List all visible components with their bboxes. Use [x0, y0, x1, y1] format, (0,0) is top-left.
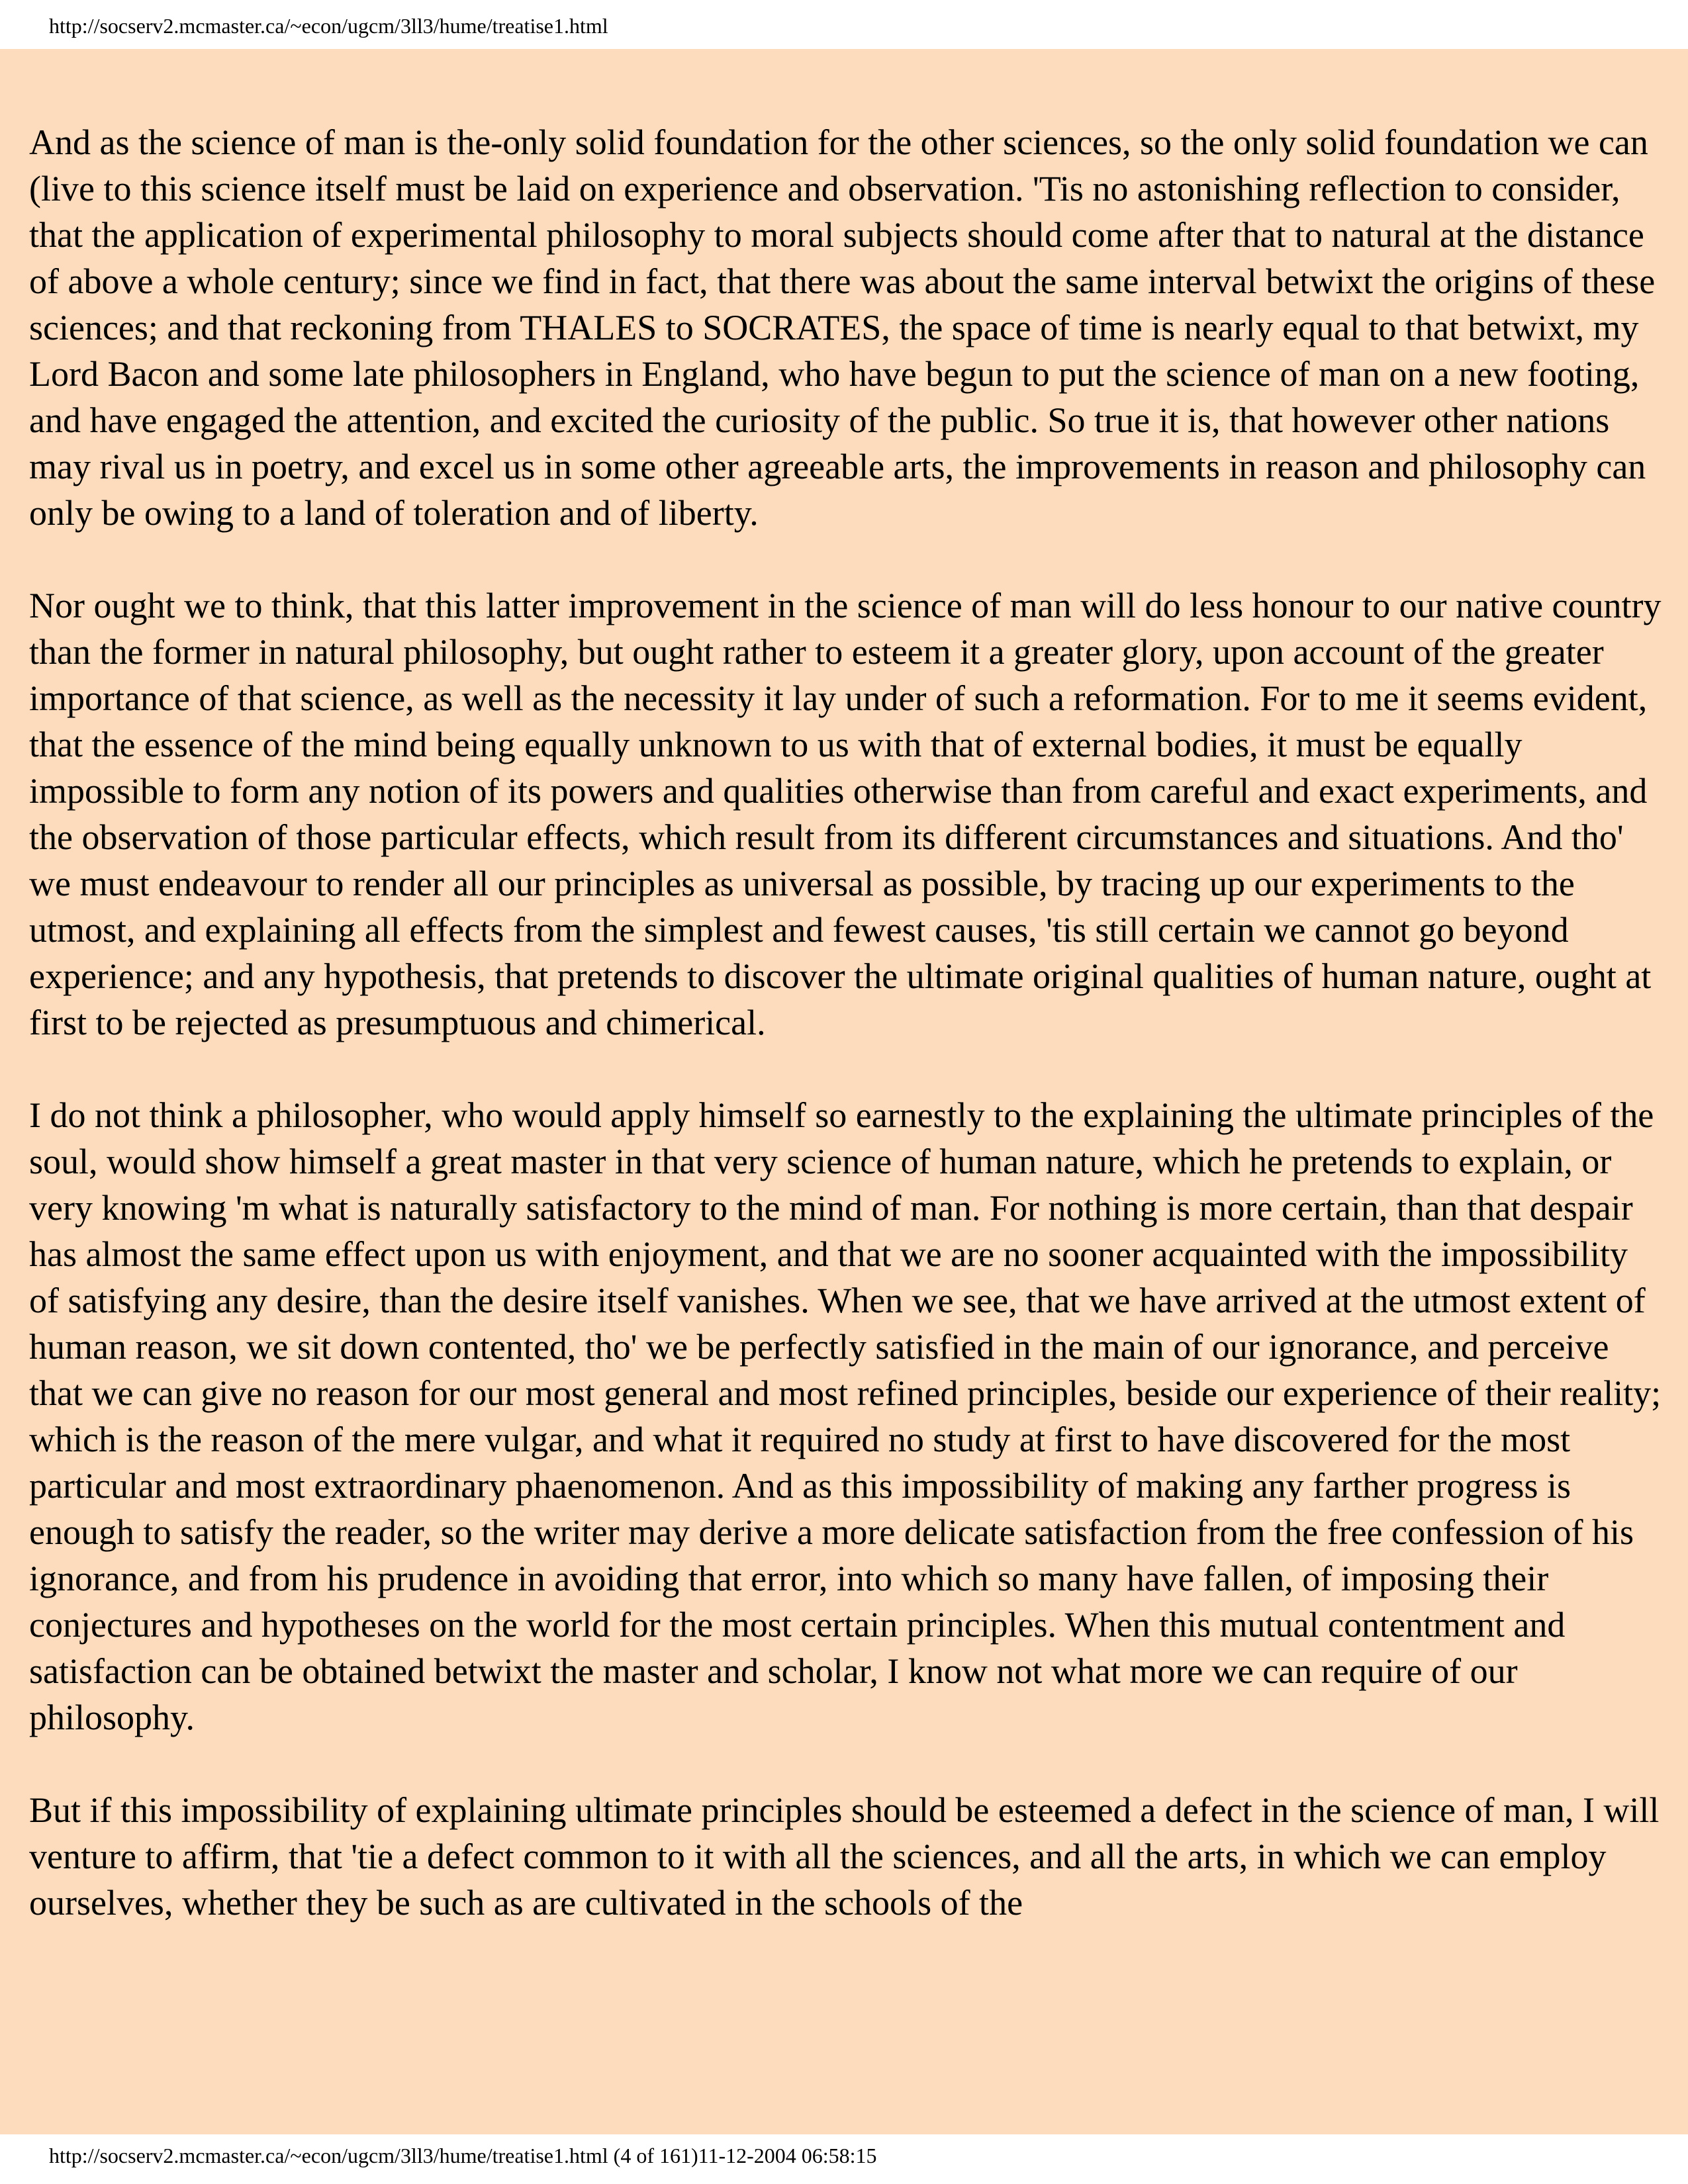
paragraph: I do not think a philosopher, who would apply himself so earnestly to the explaining the ultimate principles of the soul, would show himself a great master in that very science of human nature, which he pretends to explain, or very knowing 'm what is naturally satisfactory to the mind of man. For nothing is more certain, than that despair has almost the same effect upon us with enjoyment, and that we are no sooner acquainted with the impossibility of satisfying any desire, than the desire itself vanishes. When we see, that we have arrived at the utmost extent of human reason, we sit down contented, tho' we be perfectly satisfied in the main of our ignorance, and perceive that we can give no reason for our most general and most refined principles, beside our experience of their reality; which is the reason of the mere vulgar, and what it required no study at first to have discovered for the most particular and most extraordinary phaenomenon. And as this impossibility of making any farther progress is enough to satisfy the reader, so the writer may derive a more delicate satisfaction from the free confession of his ignorance, and from his prudence in avoiding that error, into which so many have fallen, of imposing their conjectures and hypotheses on the world for the most certain principles. When this mutual contentment and satisfaction can be obtained betwixt the master and scholar, I know not what more we can require of our philosophy. [29, 1095, 1662, 1737]
page-body [0, 49, 1688, 2134]
paragraph: And as the science of man is the-only solid foundation for the other sciences, so the only solid foundation we can (live to this science itself must be laid on experience and observation. 'Tis no astonishing reflection to consider, that the application of experimental philosophy to moral subjects should come after that to natural at the distance of above a whole century; since we find in fact, that there was about the same interval betwixt the origins of these sciences; and that reckoning from THALES to SOCRATES, the space of time is nearly equal to that betwixt, my Lord Bacon and some late philosophers in England, who have begun to put the science of man on a new footing, and have engaged the attention, and excited the curiosity of the public. So true it is, that however other nations may rival us in poetry, and excel us in some other agreeable arts, the improvements in reason and philosophy can only be owing to a land of toleration and of liberty. [29, 122, 1656, 533]
print-footer: http://socserv2.mcmaster.ca/~econ/ugcm/3ll3/hume/treatise1.html (4 of 161)11-12-2004 06:58:15 [49, 2144, 877, 2167]
print-header-url: http://socserv2.mcmaster.ca/~econ/ugcm/3ll3/hume/treatise1.html [49, 14, 608, 38]
paragraph: Nor ought we to think, that this latter improvement in the science of man will do less honour to our native country than the former in natural philosophy, but ought rather to esteem it a greater glory, upon account of the greater importance of that science, as well as the necessity it lay under of such a reformation. For to me it seems evident, that the essence of the mind being equally unknown to us with that of external bodies, it must be equally impossible to form any notion of its powers and qualities otherwise than from careful and exact experiments, and the observation of those particular effects, which result from its different circumstances and situations. And tho' we must endeavour to render all our principles as universal as possible, by tracing up our experiments to the utmost, and explaining all effects from the simplest and fewest causes, 'tis still certain we cannot go beyond experience; and any hypothesis, that pretends to discover the ultimate original qualities of human nature, ought at first to be rejected as presumptuous and chimerical. [29, 586, 1662, 1042]
paragraph: But if this impossibility of explaining ultimate principles should be esteemed a defect in the science of man, I will venture to affirm, that 'tie a defect common to it with all the sciences, and all the arts, in which we can employ ourselves, whether they be such as are cultivated in the schools of the [29, 1790, 1660, 1923]
